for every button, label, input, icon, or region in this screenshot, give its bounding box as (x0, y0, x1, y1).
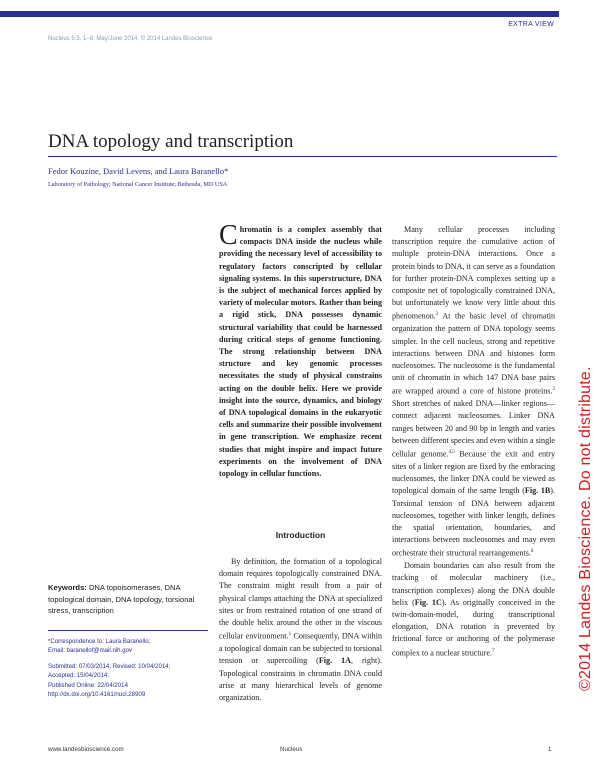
submitted-date: Submitted: 07/03/2014; Revised: 10/04/2014; (48, 662, 171, 670)
figure-ref-1b[interactable]: Fig. 1B (524, 486, 551, 496)
keywords-label: Keywords: (48, 583, 87, 592)
ref-4-5[interactable]: 4,5 (448, 450, 455, 456)
abstract (219, 220, 382, 480)
keywords-text: DNA topoisomerases, DNA topological domain, DNA topology, torsional stress, transcription (48, 583, 195, 615)
copyright-watermark: ©2014 Landes Bioscience. Do not distribute. (577, 366, 594, 691)
page-number: 1 (548, 746, 552, 753)
ref-7[interactable]: 7 (492, 648, 495, 654)
footer-website[interactable]: www.landesbioscience.com (48, 746, 124, 753)
introduction-body (219, 556, 382, 704)
meta-divider (48, 630, 208, 631)
journal-citation: Nucleus 5:3, 1–8; May/June 2014; © 2014 Landes Bioscience (48, 36, 213, 42)
ref-3[interactable]: 3 (552, 387, 555, 393)
right-column-body (392, 224, 555, 660)
right-paragraph-2: Domain boundaries can also result from the tracking of molecular machinery (i.e., transcription complexes) along the DNA double helix (Fig. 1C). As originally conceived in the twin-domain-model, during transcriptional elongation, DNA rotation is prevented by frictional force or anchoring of the polymerase complex to a nuclear structure.$^7$ (392, 561, 556, 658)
keywords (48, 582, 213, 617)
published-date: Published Online: 22/04/2014 (48, 681, 128, 689)
ref-6[interactable]: 6 (530, 549, 534, 555)
article-authors: Fedor Kouzine, David Levens, and Laura Baranello* (48, 166, 229, 176)
abstract-text: hromatin is a complex assembly that compacts DNA inside the nucleus while providing the necessary level of accessibility to regulatory factors conscripted by cellular signaling systems. In this superstructure, DNA is the subject of mechanical forces applied by variety of molecular motors. Rather than being a rigid stick, DNA possesses dynamic structural variability that could be harnessed during critical steps of genome functioning. The strong relationship between DNA structure and key genomic processes necessitates the study of physical constrains acting on the double helix. Here we provide insight into the source, dynamics, and biology of DNA topological domains in the eukaryotic cells and summarize their possible involvement in gene transcription. We emphasize recent studies that might inspire and impact future experiments on the involvement of DNA topology in cellular functions. (219, 225, 382, 479)
footer-journal: Nucleus (280, 746, 303, 753)
header-accent-tab (551, 11, 559, 17)
right-paragraph-1: Many cellular processes including transcription require the cumulative action of multiple protein-DNA interactions. Once a protein binds to DNA, it can serve as a foundation for further protein-DNA complexes setting up a composite net of topologically constrained DNA, but unfortunately we know very little about this phenomenon.$^2$ At the basic level of chromatin organization the pattern of DNA topology seems simpler. In the cell nucleus, strong and repetitive interactions between DNA and histones form nucleosomes. The nucleosome is the fundamental unit of chromatin in which 147 DNA base pairs are wrapped around a core of histone proteins.$^3$ Short stretches of naked DNA—linker regions—connect adjacent nucleosomes. Linker DNA ranges between 20 and 90 bp in length and varies between different species and even within a single cellular genome.$^{4,5}$ Because the exit and entry sites of a linker region are fixed by the embracing nucleosomes, the linker DNA could be viewed as topological domain of the same length (Fig. 1B). Torsional tension of DNA between adjacent nucleosomes, together with linker length, defines the spatial orientation, boundaries, and interactions between nucleosomes and may even orchestrate their structural rearrangements.$^6$ (392, 225, 555, 559)
intro-paragraph: By definition, the formation of a topological domain requires topologically constrained DNA. The constraint might result from a pair of physical clamps attaching the DNA at specialized sites or from restrained rotation of one strand of the double helix around the other in the viscous cellular environment.$^1$ Consequently, DNA within a topological domain can be subjected to torsional tension or supercoiling (Fig. 1A, right). Topological constraints in chromatin DNA could arise at many hierarchical levels of genome organization. (219, 557, 382, 702)
section-label: EXTRA VIEW (508, 21, 554, 28)
ref-2[interactable]: 2 (435, 312, 439, 318)
author-affiliation: Laboratory of Pathology; National Cancer Institute; Bethesda, MD USA (48, 181, 228, 188)
email-link[interactable]: Email: baranellof@mail.nih.gov (48, 647, 133, 655)
accepted-date: Accepted: 15/04/2014; (48, 672, 109, 680)
header-accent-bar (0, 11, 551, 17)
figure-ref-1a[interactable]: Fig. 1A (318, 656, 351, 666)
abstract-dropcap: C (219, 220, 238, 251)
article-title: DNA topology and transcription (48, 131, 294, 152)
title-divider (48, 156, 557, 157)
figure-ref-1c[interactable]: Fig. 1C (414, 597, 442, 607)
ref-1[interactable]: 1 (288, 632, 292, 638)
doi-link[interactable]: http://dx.doi.org/10.4161/nucl.28909 (48, 691, 146, 699)
article-metadata (48, 637, 213, 699)
correspondence: *Correspondence to: Laura Baranello; (48, 638, 151, 645)
introduction-heading: Introduction (275, 530, 326, 540)
